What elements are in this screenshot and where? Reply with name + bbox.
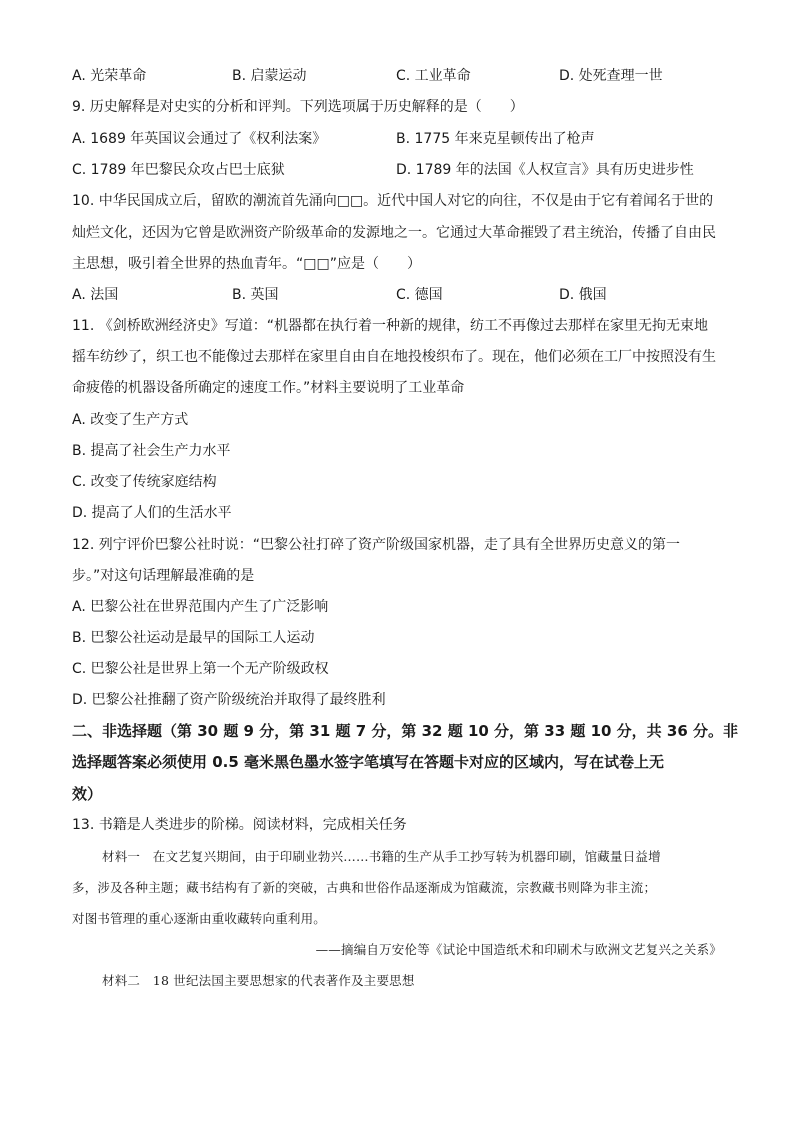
q10-stem-line-1: 10. 中华民国成立后，留欧的潮流首先涌向□□。近代中国人对它的向往，不仅是由于它有着闻名于世的 — [72, 193, 714, 209]
q10-option-a[interactable]: A. 法国 — [72, 287, 119, 303]
q10-stem-line-3: 主思想，吸引着全世界的热血青年。“□□”应是（ ） — [72, 256, 421, 272]
q8-option-a[interactable]: A. 光荣革命 — [72, 68, 147, 84]
q8-option-b[interactable]: B. 启蒙运动 — [232, 68, 307, 84]
q13-material1-line-3: 对图书管理的重心逐渐由重收藏转向重利用。 — [72, 911, 327, 926]
section2-heading-line-2: 选择题答案必须使用 0.5 毫米黑色墨水签字笔填写在答题卡对应的区域内，写在试卷上无 — [72, 753, 665, 771]
q10-option-d[interactable]: D. 俄国 — [559, 287, 607, 303]
q8-option-d[interactable]: D. 处死查理一世 — [559, 68, 663, 84]
q11-stem-line-1: 11. 《剑桥欧洲经济史》写道：“机器都在执行着一种新的规律，纺工不再像过去那样在家里无拘无束地 — [72, 318, 708, 334]
q13-material2: 材料二 18 世纪法国主要思想家的代表著作及主要思想 — [102, 973, 415, 988]
q13-material1-line-2: 多，涉及各种主题；藏书结构有了新的突破，古典和世俗作品逐渐成为馆藏流，宗教藏书则降为非主流； — [72, 880, 657, 895]
q10-option-c[interactable]: C. 德国 — [396, 287, 443, 303]
q12-stem-line-1: 12. 列宁评价巴黎公社时说：“巴黎公社打碎了资产阶级国家机器，走了具有全世界历史意义的第一 — [72, 537, 680, 553]
q12-option-d[interactable]: D. 巴黎公社推翻了资产阶级统治并取得了最终胜利 — [72, 692, 386, 708]
q10-stem-line-2: 灿烂文化，还因为它曾是欧洲资产阶级革命的发源地之一。它通过大革命摧毁了君主统治，传播了自由民 — [72, 225, 716, 241]
q9-option-d[interactable]: D. 1789 年的法国《人权宣言》具有历史进步性 — [396, 162, 694, 178]
section2-heading-line-3: 效） — [72, 785, 103, 803]
q11-option-d[interactable]: D. 提高了人们的生活水平 — [72, 505, 232, 521]
q9-stem: 9. 历史解释是对史实的分析和评判。下列选项属于历史解释的是（ ） — [72, 99, 524, 115]
q8-option-c[interactable]: C. 工业革命 — [396, 68, 471, 84]
q12-option-c[interactable]: C. 巴黎公社是世界上第一个无产阶级政权 — [72, 661, 329, 677]
q13-material1-line-1: 材料一 在文艺复兴期间，由于印刷业勃兴……书籍的生产从手工抄写转为机器印刷，馆藏量日益增 — [102, 849, 661, 864]
q13-stem: 13. 书籍是人类进步的阶梯。阅读材料，完成相关任务 — [72, 817, 407, 833]
q11-stem-line-2: 摇车纺纱了，织工也不能像过去那样在家里自由自在地投梭织布了。现在，他们必须在工厂中按照没有生 — [72, 349, 716, 365]
q10-option-b[interactable]: B. 英国 — [232, 287, 279, 303]
q12-option-b[interactable]: B. 巴黎公社运动是最早的国际工人运动 — [72, 630, 315, 646]
q12-option-a[interactable]: A. 巴黎公社在世界范围内产生了广泛影响 — [72, 599, 329, 615]
q9-option-a[interactable]: A. 1689 年英国议会通过了《权利法案》 — [72, 131, 327, 147]
section2-heading-line-1: 二、非选择题（第 30 题 9 分，第 31 题 7 分，第 32 题 10 分，第 33 题 10 分，共 36 分。非 — [72, 722, 738, 740]
q11-option-c[interactable]: C. 改变了传统家庭结构 — [72, 474, 217, 490]
q11-option-b[interactable]: B. 提高了社会生产力水平 — [72, 443, 231, 459]
q9-option-c[interactable]: C. 1789 年巴黎民众攻占巴士底狱 — [72, 162, 285, 178]
q12-stem-line-2: 步。”对这句话理解最准确的是 — [72, 568, 255, 584]
q11-option-a[interactable]: A. 改变了生产方式 — [72, 412, 189, 428]
q13-material1-source: ——摘编自万安伦等《试论中国造纸术和印刷术与欧洲文艺复兴之关系》 — [315, 942, 722, 957]
q9-option-b[interactable]: B. 1775 年来克星顿传出了枪声 — [396, 131, 595, 147]
q11-stem-line-3: 命疲倦的机器设备所确定的速度工作。”材料主要说明了工业革命 — [72, 380, 465, 396]
